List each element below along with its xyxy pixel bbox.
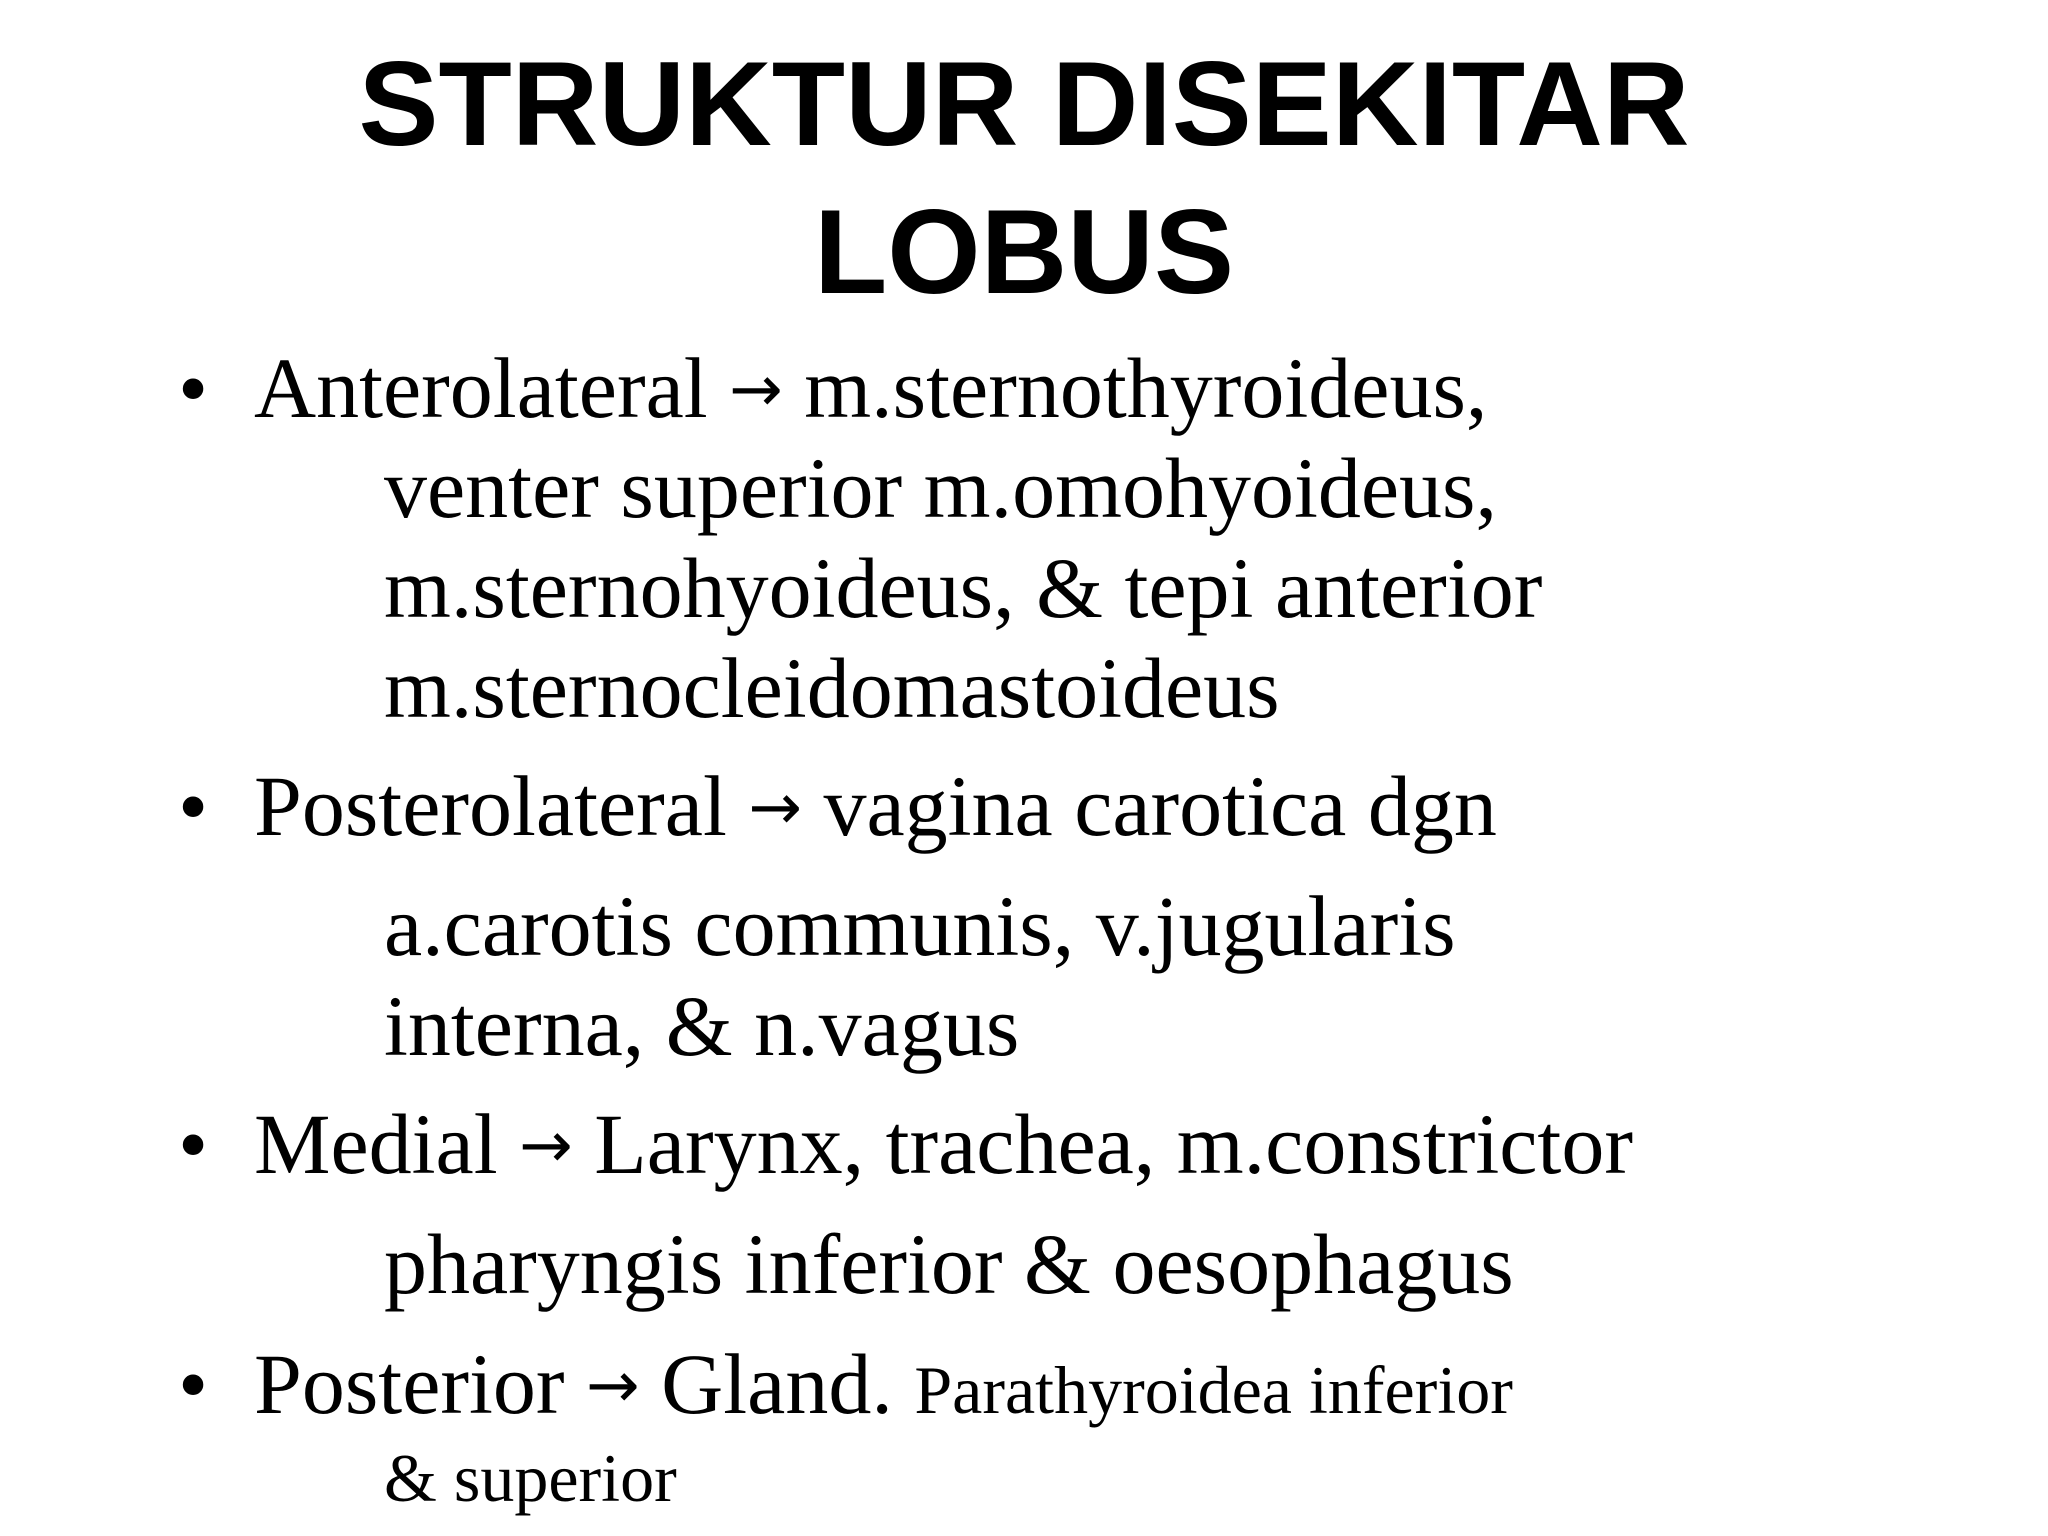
bullet-continuation: pharyngis inferior & oesophagus (384, 1216, 1514, 1312)
bullet-continuation: venter superior m.omohyoideus, (384, 440, 1498, 536)
arrow-right-icon: → (519, 1109, 573, 1183)
bullet-head: Posterior (254, 1336, 565, 1432)
bullet-dot: • (178, 1336, 209, 1432)
bullet-head: Posterolateral (254, 758, 727, 854)
bullet-text-small: Parathyroidea inferior (914, 1352, 1513, 1428)
bullet-dot: • (178, 340, 209, 436)
bullet-line (254, 1336, 1513, 1440)
bullet-continuation: m.sternohyoideus, & tepi anterior (384, 540, 1543, 636)
bullet-line (254, 758, 1497, 862)
arrow-right-icon: → (586, 1349, 640, 1423)
bullet-line (254, 1096, 1633, 1200)
bullet-text: Larynx, trachea, m.constrictor (594, 1096, 1633, 1192)
bullet-text: m.sternothyroideus, (804, 340, 1488, 436)
bullet-continuation: & superior (384, 1440, 677, 1516)
bullet-head: Medial (254, 1096, 498, 1192)
bullet-dot: • (178, 1096, 209, 1192)
slide-title (0, 30, 2048, 326)
bullet-continuation: m.sternocleidomastoideus (384, 640, 1280, 736)
arrow-right-icon: → (729, 353, 783, 427)
bullet-continuation: a.carotis communis, v.jugularis (384, 878, 1456, 974)
bullet-text: vagina carotica dgn (823, 758, 1497, 854)
title-line-2: LOBUS (814, 185, 1234, 319)
bullet-continuation: interna, & n.vagus (384, 978, 1020, 1074)
bullet-dot: • (178, 758, 209, 854)
bullet-text: Gland. (661, 1336, 893, 1432)
title-line-1: STRUKTUR DISEKITAR (358, 37, 1690, 171)
bullet-line (254, 340, 1487, 444)
arrow-right-icon: → (748, 771, 802, 845)
bullet-head: Anterolateral (254, 340, 708, 436)
